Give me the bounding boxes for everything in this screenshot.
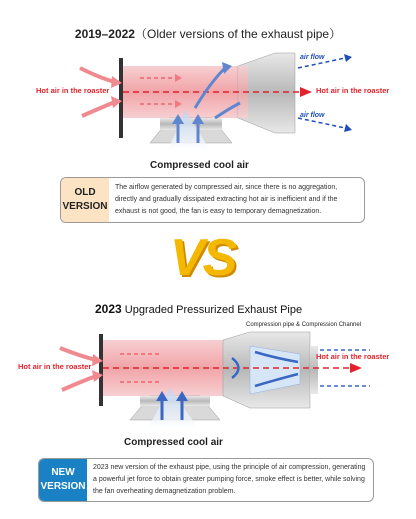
bottom-hot-air-left-label: Hot air in the roaster <box>18 362 92 371</box>
new-version-box <box>38 458 374 502</box>
new-version-badge: NEW VERSION <box>39 459 87 501</box>
bottom-cool-air-label: Compressed cool air <box>124 437 223 448</box>
hot-air-left-label: Hot air in the roaster <box>36 86 110 95</box>
new-version-text: 2023 new version of the exhaust pipe, using the principle of air compression, generating a powerful jet force to obtain greater pumping force, smoke effect is better, while solving the fan overheating demagnetization problem. <box>93 464 366 495</box>
hot-air-arrowhead <box>300 87 312 97</box>
top-title-rest: （Older versions of the exhaust pipe） <box>134 27 342 41</box>
air-flow-top-label: air flow <box>300 54 325 61</box>
top-cool-air-label: Compressed cool air <box>150 160 249 171</box>
top-title-years: 2019–2022 <box>74 27 135 41</box>
flange <box>119 58 123 138</box>
bottom-title-year: 2023 <box>95 302 122 316</box>
air-flow-bottom-label: air flow <box>300 112 325 119</box>
bottom-hot-air-right-label: Hot air in the roaster <box>316 352 390 361</box>
vs-label: VS <box>170 229 236 287</box>
old-pipe-diagram <box>0 38 416 168</box>
new-pipe-diagram <box>0 328 416 438</box>
compression-label: Compression pipe & Compression Channel <box>246 322 362 328</box>
bottom-title-rest: Upgraded Pressurized Exhaust Pipe <box>124 304 303 316</box>
hot-air-arrow <box>82 102 115 116</box>
old-version-box <box>60 177 365 223</box>
bottom-title <box>95 302 302 316</box>
hot-air-right-label: Hot air in the roaster <box>316 86 390 95</box>
old-version-badge: OLD VERSION <box>61 178 109 222</box>
hot-air-arrow <box>80 68 115 82</box>
old-version-text: The airflow generated by compressed air, since there is no aggregation, directly and gradually dissipated extracting hot air is inefficient and if the exhaust is not good, the fan is easy to temporary demagnetization. <box>115 184 338 215</box>
